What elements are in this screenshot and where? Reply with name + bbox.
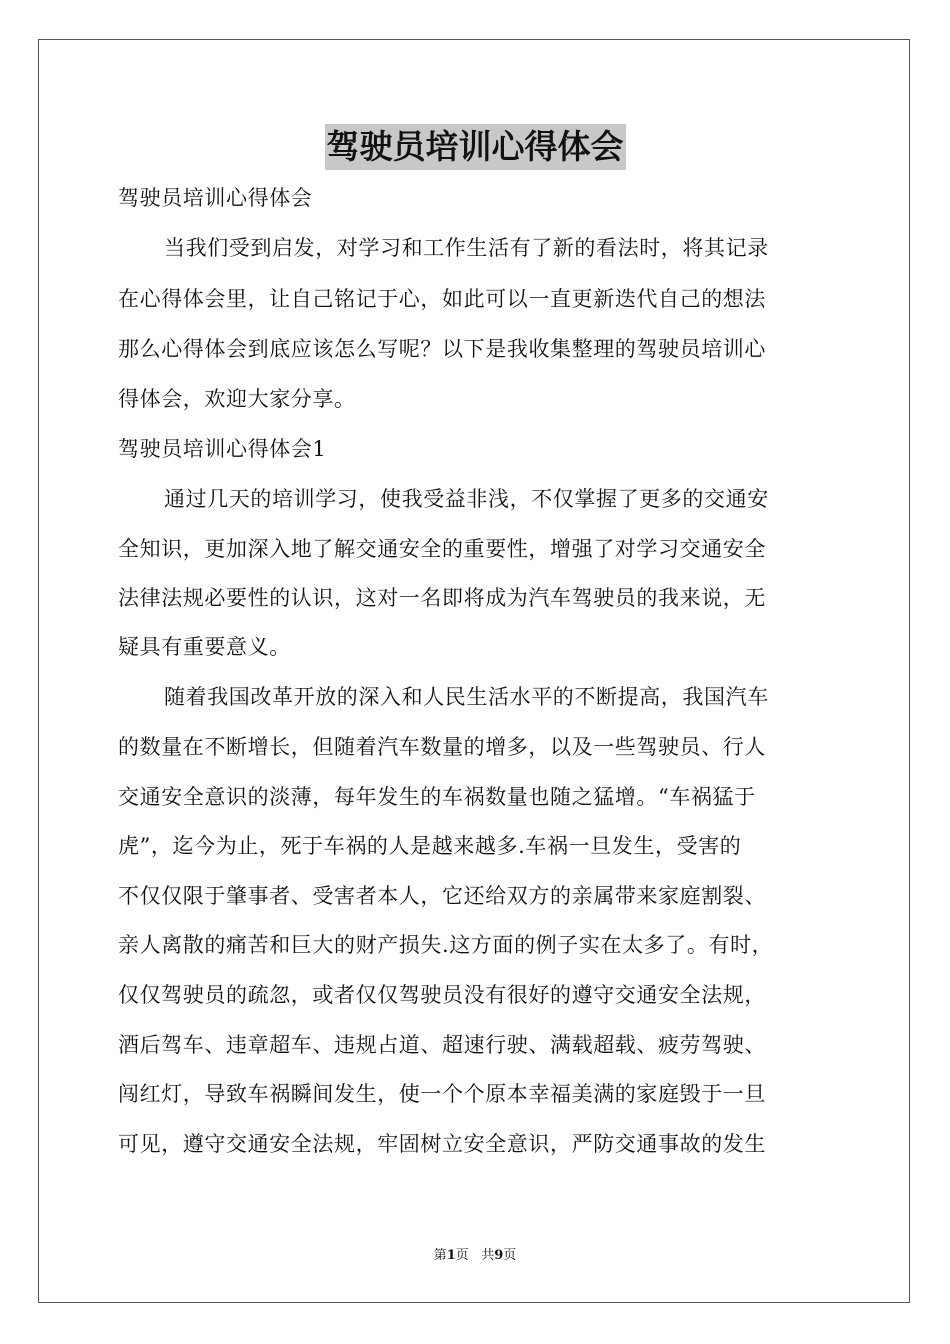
page-border (38, 39, 910, 1303)
para1-line-2: 全知识，更加深入地了解交通安全的重要性，增强了对学习交通安全 (118, 537, 766, 561)
para2-line-3: 交通安全意识的淡薄，每年发生的车祸数量也随之猛增。“车祸猛于 (118, 785, 756, 809)
para2-line-7: 仅仅驾驶员的疏忽，或者仅仅驾驶员没有很好的遵守交通安全法规， (118, 983, 766, 1007)
page-label-prefix: 第 (433, 1248, 447, 1263)
title-container (0, 124, 950, 170)
para1-line-3: 法律法规必要性的认识，这对一名即将成为汽车驾驶员的我来说，无 (118, 586, 766, 610)
page-label-suffix: 页 (455, 1248, 469, 1263)
current-page-number: 1 (446, 1248, 456, 1263)
total-label-prefix: 共 (481, 1248, 495, 1263)
para1-line-1: 通过几天的培训学习，使我受益非浅，不仅掌握了更多的交通安 (164, 487, 769, 511)
para2-line-1: 随着我国改革开放的深入和人民生活水平的不断提高，我国汽车 (164, 685, 769, 709)
intro-line-4: 得体会，欢迎大家分享。 (118, 387, 356, 411)
document-subtitle: 驾驶员培训心得体会 (118, 186, 313, 210)
page-footer (0, 1247, 950, 1265)
para2-line-8: 酒后驾车、违章超车、违规占道、超速行驶、满载超载、疲劳驾驶、 (118, 1033, 766, 1057)
document-title: 驾驶员培训心得体会 (325, 124, 626, 170)
para2-line-10: 可见，遵守交通安全法规，牢固树立安全意识，严防交通事故的发生 (118, 1132, 766, 1156)
para1-line-4: 疑具有重要意义。 (118, 635, 291, 659)
total-pages-number: 9 (494, 1248, 504, 1263)
intro-line-3: 那么心得体会到底应该怎么写呢？以下是我收集整理的驾驶员培训心 (118, 337, 766, 361)
para2-line-2: 的数量在不断增长，但随着汽车数量的增多，以及一些驾驶员、行人 (118, 735, 766, 759)
para2-line-4: 虎”，迄今为止，死于车祸的人是越来越多.车祸一旦发生，受害的 (118, 834, 742, 858)
para2-line-6: 亲人离散的痛苦和巨大的财产损失.这方面的例子实在太多了。有时， (118, 933, 774, 957)
para2-line-9: 闯红灯，导致车祸瞬间发生，使一个个原本幸福美满的家庭毁于一旦 (118, 1082, 766, 1106)
total-label-suffix: 页 (503, 1248, 517, 1263)
para2-line-5: 不仅仅限于肇事者、受害者本人，它还给双方的亲属带来家庭割裂、 (118, 884, 766, 908)
intro-line-1: 当我们受到启发，对学习和工作生活有了新的看法时，将其记录 (164, 236, 769, 260)
section-heading: 驾驶员培训心得体会1 (118, 437, 327, 461)
intro-line-2: 在心得体会里，让自己铭记于心，如此可以一直更新迭代自己的想法 (118, 287, 766, 311)
